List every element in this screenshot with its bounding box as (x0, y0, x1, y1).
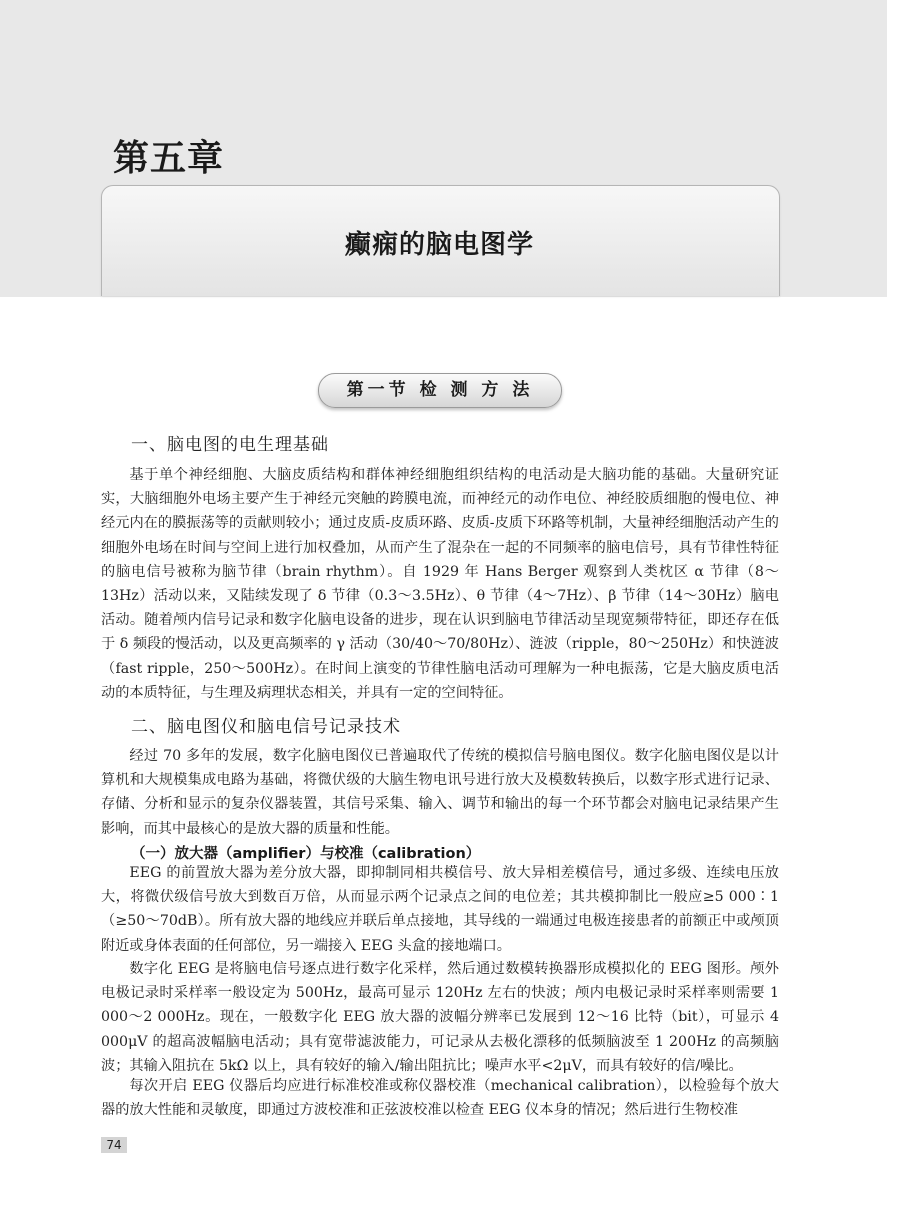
subsection-heading-1: 一、脑电图的电生理基础 (131, 435, 329, 455)
page-edge (887, 0, 900, 297)
subsection-heading-2: 二、脑电图仪和脑电信号记录技术 (131, 717, 401, 737)
paragraph-1: 基于单个神经细胞、大脑皮质结构和群体神经细胞组织结构的电活动是大脑功能的基础。大量研究证实，大脑细胞外电场主要产生于神经元突触的跨膜电流，而神经元的动作电位、神经胶质细胞的慢电位、神经元内在的膜振荡等的贡献则较小；通过皮质-皮质环路、皮质-皮质下环路等机制，大量神经细胞活动产生的细胞外电场在时间与空间上进行加权叠加，从而产生了混杂在一起的不同频率的脑电信号，具有节律性特征的脑电信号被称为脑节律（brain rhythm）。自 1929 年 Hans Berger 观察到人类枕区 α 节律（8～13Hz）活动以来，又陆续发现了 δ 节律（0.3～3.5Hz）、θ 节律（4～7Hz）、β 节律（14～30Hz）脑电活动。随着颅内信号记录和数字化脑电设备的进步，现在认识到脑电节律活动呈现宽频带特征，即还存在低于 δ 频段的慢活动，以及更高频率的 γ 活动（30/40～70/80Hz）、涟波（ripple，80～250Hz）和快涟波（fast ripple，250～500Hz）。在时间上演变的节律性脑电活动可理解为一种电振荡，它是大脑皮质电活动的本质特征，与生理及病理状态相关，并具有一定的空间特征。 (101, 467, 779, 701)
paragraph-3: EEG 的前置放大器为差分放大器，即抑制同相共模信号、放大异相差模信号，通过多级、连续电压放大，将微伏级信号放大到数百万倍，从而显示两个记录点之间的电位差；其共模抑制比一般应≥5 000∶1（≥50～70dB）。所有放大器的地线应并联后单点接地，其导线的一端通过电极连接患者的前额正中或颅顶附近或身体表面的任何部位，另一端接入 EEG 头盒的接地端口。 (101, 865, 779, 954)
chapter-label: 第五章 (113, 138, 225, 179)
chapter-title: 癫痫的脑电图学 (344, 230, 534, 260)
paragraph-5: 每次开启 EEG 仪器后均应进行标准校准或称仪器校准（mechanical calibration），以检验每个放大器的放大性能和灵敏度，即通过方波校准和正弦波校准以检查 EEG 仪本身的情况；然后进行生物校准 (101, 1078, 779, 1119)
section-title: 第一节 检 测 方 法 (318, 373, 562, 408)
page-number: 74 (101, 1137, 127, 1153)
subsubsection-heading: （一）放大器（amplifier）与校准（calibration） (131, 846, 481, 862)
paragraph-4: 数字化 EEG 是将脑电信号逐点进行数字化采样，然后通过数模转换器形成模拟化的 EEG 图形。颅外电极记录时采样率一般设定为 500Hz，最高可显示 120Hz 左右的快波；颅内电极记录时采样率则需要 1 000～2 000Hz。现在，一般数字化 EEG 放大器的波幅分辨率已发展到 12～16 比特（bit），可显示 4 000μV 的超高波幅脑电活动；具有宽带滤波能力，可记录从去极化漂移的低频脑波至 1 200Hz 的高频脑波；其输入阻抗在 5kΩ 以上，具有较好的输入/输出阻抗比；噪声水平<2μV，而具有较好的信/噪比。 (101, 961, 779, 1074)
paragraph-2: 经过 70 多年的发展，数字化脑电图仪已普遍取代了传统的模拟信号脑电图仪。数字化脑电图仪是以计算机和大规模集成电路为基础，将微伏级的大脑生物电讯号进行放大及模数转换后，以数字形式进行记录、存储、分析和显示的复杂仪器装置，其信号采集、输入、调节和输出的每一个环节都会对脑电记录结果产生影响，而其中最核心的是放大器的质量和性能。 (101, 748, 779, 837)
